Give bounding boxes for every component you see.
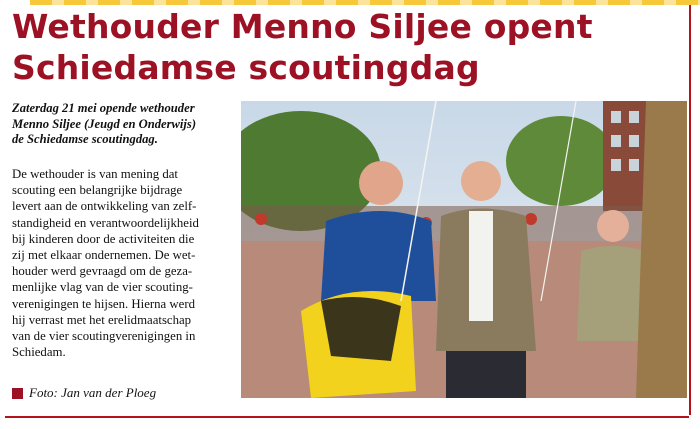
top-decorative-stripe: [30, 0, 700, 5]
body-line: scouting een belangrijke bijdrage: [12, 183, 183, 198]
body-line: standigheid en verantwoordelijkheid: [12, 215, 199, 230]
body-line: zij met elkaar ondernemen. De wet-: [12, 248, 196, 263]
body-line: hij verrast met het erelidmaatschap: [12, 312, 192, 327]
man-left-shirt: [321, 211, 436, 301]
photo-credit: Foto: Jan van der Ploeg: [29, 385, 157, 400]
credit-bullet-square: [12, 388, 23, 399]
article-lede: [12, 101, 234, 148]
article-photo: [241, 101, 687, 398]
man-left-head: [359, 161, 403, 205]
body-line: houder werd gevraagd om de geza-: [12, 264, 193, 279]
lede-line-3: de Schiedamse scoutingdag.: [12, 132, 158, 146]
article-headline: [12, 6, 682, 88]
scout-boy-uniform: [577, 246, 649, 341]
body-line: van de vier scoutingverenigingen in: [12, 329, 196, 344]
body-line: bij kinderen door de activiteiten die: [12, 231, 195, 246]
headline-line-2: Schiedamse scoutingdag: [12, 48, 480, 87]
tree-right: [506, 116, 616, 206]
body-line: menlijke vlag van de vier scouting-: [12, 280, 193, 295]
headline-line-1: Wethouder Menno Siljee opent: [12, 7, 593, 46]
right-border-rule: [689, 5, 691, 415]
lede-line-1: Zaterdag 21 mei opende wethouder: [12, 101, 195, 115]
lede-line-2: Menno Siljee (Jeugd en Onderwijs): [12, 116, 197, 131]
article-body: [12, 166, 234, 360]
body-line: verenigingen te hijsen. Hierna werd: [12, 296, 195, 311]
scouting-day-photo-illustration: [241, 101, 687, 398]
body-line: levert aan de ontwikkeling van zelf-: [12, 199, 197, 214]
body-line: Schiedam.: [12, 345, 66, 360]
man-center-head: [461, 161, 501, 201]
bottom-border-rule: [5, 416, 689, 418]
photo-credit-block: [12, 385, 156, 401]
scout-boy-head: [597, 210, 629, 242]
body-line: De wethouder is van mening dat: [12, 167, 178, 181]
